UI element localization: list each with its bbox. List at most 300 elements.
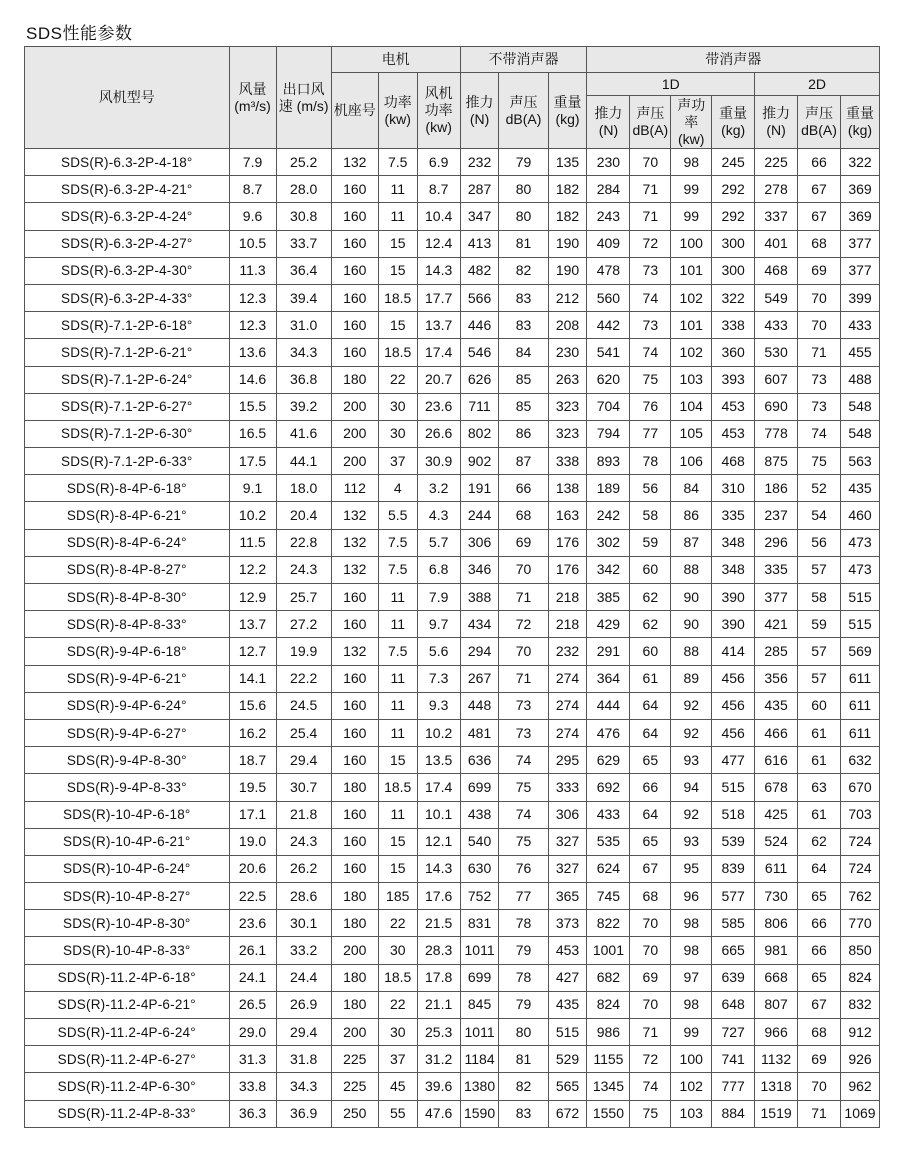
value-cell: 10.5	[229, 230, 276, 257]
value-cell: 69	[798, 257, 841, 284]
value-cell: 962	[840, 1073, 879, 1100]
value-cell: 390	[712, 584, 755, 611]
value-cell: 73	[630, 312, 671, 339]
value-cell: 200	[331, 448, 378, 475]
value-cell: 7.3	[417, 665, 460, 692]
value-cell: 17.7	[417, 284, 460, 311]
value-cell: 59	[798, 611, 841, 638]
value-cell: 639	[712, 964, 755, 991]
value-cell: 62	[630, 584, 671, 611]
value-cell: 243	[587, 203, 630, 230]
value-cell: 377	[755, 584, 798, 611]
value-cell: 434	[460, 611, 499, 638]
value-cell: 218	[548, 584, 587, 611]
value-cell: 770	[840, 910, 879, 937]
value-cell: 200	[331, 937, 378, 964]
value-cell: 24.3	[276, 556, 331, 583]
value-cell: 893	[587, 448, 630, 475]
value-cell: 232	[460, 149, 499, 176]
value-cell: 94	[671, 774, 712, 801]
value-cell: 10.2	[417, 719, 460, 746]
value-cell: 75	[630, 366, 671, 393]
value-cell: 45	[378, 1073, 417, 1100]
value-cell: 18.7	[229, 747, 276, 774]
table-row	[25, 774, 880, 801]
value-cell: 806	[755, 910, 798, 937]
value-cell: 74	[499, 801, 548, 828]
value-cell: 9.7	[417, 611, 460, 638]
value-cell: 292	[712, 176, 755, 203]
value-cell: 9.3	[417, 692, 460, 719]
value-cell: 160	[331, 665, 378, 692]
value-cell: 278	[755, 176, 798, 203]
value-cell: 98	[671, 991, 712, 1018]
value-cell: 33.8	[229, 1073, 276, 1100]
value-cell: 27.2	[276, 611, 331, 638]
value-cell: 409	[587, 230, 630, 257]
value-cell: 61	[798, 747, 841, 774]
value-cell: 1069	[840, 1100, 879, 1127]
table-row	[25, 747, 880, 774]
value-cell: 611	[840, 692, 879, 719]
value-cell: 438	[460, 801, 499, 828]
value-cell: 68	[499, 502, 548, 529]
value-cell: 1155	[587, 1046, 630, 1073]
model-cell: SDS(R)-11.2-4P-6-21°	[25, 991, 230, 1018]
value-cell: 75	[499, 774, 548, 801]
value-cell: 70	[499, 556, 548, 583]
value-cell: 356	[755, 665, 798, 692]
value-cell: 61	[798, 719, 841, 746]
value-cell: 62	[798, 828, 841, 855]
value-cell: 822	[587, 910, 630, 937]
value-cell: 337	[755, 203, 798, 230]
value-cell: 180	[331, 964, 378, 991]
header-1d: 1D	[587, 73, 755, 96]
value-cell: 616	[755, 747, 798, 774]
value-cell: 73	[798, 366, 841, 393]
value-cell: 546	[460, 339, 499, 366]
value-cell: 414	[712, 638, 755, 665]
table-row	[25, 801, 880, 828]
value-cell: 64	[630, 801, 671, 828]
value-cell: 435	[548, 991, 587, 1018]
value-cell: 540	[460, 828, 499, 855]
value-cell: 16.2	[229, 719, 276, 746]
value-cell: 699	[460, 774, 499, 801]
value-cell: 160	[331, 312, 378, 339]
value-cell: 22.8	[276, 529, 331, 556]
value-cell: 347	[460, 203, 499, 230]
value-cell: 12.9	[229, 584, 276, 611]
value-cell: 160	[331, 855, 378, 882]
value-cell: 132	[331, 149, 378, 176]
value-cell: 70	[630, 910, 671, 937]
value-cell: 473	[840, 556, 879, 583]
value-cell: 11.3	[229, 257, 276, 284]
model-cell: SDS(R)-7.1-2P-6-18°	[25, 312, 230, 339]
header-fan-power: 风机功率 (kw)	[417, 73, 460, 149]
value-cell: 333	[548, 774, 587, 801]
value-cell: 180	[331, 366, 378, 393]
value-cell: 626	[460, 366, 499, 393]
value-cell: 25.2	[276, 149, 331, 176]
header-with-silencer-group: 带消声器	[587, 47, 880, 73]
value-cell: 250	[331, 1100, 378, 1127]
value-cell: 244	[460, 502, 499, 529]
value-cell: 92	[671, 692, 712, 719]
value-cell: 65	[630, 747, 671, 774]
value-cell: 82	[499, 1073, 548, 1100]
value-cell: 30	[378, 937, 417, 964]
value-cell: 611	[840, 719, 879, 746]
value-cell: 12.2	[229, 556, 276, 583]
value-cell: 425	[755, 801, 798, 828]
value-cell: 1011	[460, 1019, 499, 1046]
value-cell: 30	[378, 393, 417, 420]
value-cell: 433	[587, 801, 630, 828]
value-cell: 302	[587, 529, 630, 556]
value-cell: 75	[630, 1100, 671, 1127]
model-cell: SDS(R)-7.1-2P-6-30°	[25, 420, 230, 447]
model-cell: SDS(R)-10-4P-8-30°	[25, 910, 230, 937]
value-cell: 160	[331, 611, 378, 638]
value-cell: 7.5	[378, 556, 417, 583]
value-cell: 180	[331, 910, 378, 937]
value-cell: 802	[460, 420, 499, 447]
value-cell: 71	[630, 203, 671, 230]
table-row	[25, 393, 880, 420]
value-cell: 807	[755, 991, 798, 1018]
value-cell: 69	[798, 1046, 841, 1073]
value-cell: 23.6	[229, 910, 276, 937]
value-cell: 31.3	[229, 1046, 276, 1073]
value-cell: 346	[460, 556, 499, 583]
value-cell: 10.2	[229, 502, 276, 529]
value-cell: 446	[460, 312, 499, 339]
value-cell: 17.6	[417, 883, 460, 910]
value-cell: 79	[499, 991, 548, 1018]
value-cell: 3.2	[417, 475, 460, 502]
value-cell: 295	[548, 747, 587, 774]
model-cell: SDS(R)-6.3-2P-4-30°	[25, 257, 230, 284]
value-cell: 28.0	[276, 176, 331, 203]
value-cell: 101	[671, 312, 712, 339]
value-cell: 435	[755, 692, 798, 719]
value-cell: 245	[712, 149, 755, 176]
value-cell: 57	[798, 665, 841, 692]
value-cell: 665	[712, 937, 755, 964]
value-cell: 22	[378, 910, 417, 937]
value-cell: 99	[671, 203, 712, 230]
value-cell: 84	[499, 339, 548, 366]
value-cell: 18.5	[378, 964, 417, 991]
value-cell: 377	[840, 257, 879, 284]
table-row	[25, 584, 880, 611]
value-cell: 208	[548, 312, 587, 339]
value-cell: 24.3	[276, 828, 331, 855]
value-cell: 1519	[755, 1100, 798, 1127]
value-cell: 11	[378, 203, 417, 230]
value-cell: 16.5	[229, 420, 276, 447]
value-cell: 33.2	[276, 937, 331, 964]
value-cell: 186	[755, 475, 798, 502]
value-cell: 71	[798, 1100, 841, 1127]
value-cell: 482	[460, 257, 499, 284]
value-cell: 342	[587, 556, 630, 583]
value-cell: 105	[671, 420, 712, 447]
value-cell: 59	[630, 529, 671, 556]
value-cell: 12.1	[417, 828, 460, 855]
value-cell: 98	[671, 910, 712, 937]
value-cell: 365	[548, 883, 587, 910]
value-cell: 296	[755, 529, 798, 556]
value-cell: 335	[712, 502, 755, 529]
value-cell: 560	[587, 284, 630, 311]
value-cell: 335	[755, 556, 798, 583]
model-cell: SDS(R)-6.3-2P-4-27°	[25, 230, 230, 257]
value-cell: 182	[548, 203, 587, 230]
value-cell: 15	[378, 230, 417, 257]
value-cell: 473	[840, 529, 879, 556]
value-cell: 563	[840, 448, 879, 475]
value-cell: 37	[378, 448, 417, 475]
value-cell: 69	[630, 964, 671, 991]
header-frame: 机座号	[331, 73, 378, 149]
value-cell: 30	[378, 1019, 417, 1046]
value-cell: 8.7	[229, 176, 276, 203]
value-cell: 4.3	[417, 502, 460, 529]
model-cell: SDS(R)-11.2-4P-6-24°	[25, 1019, 230, 1046]
model-cell: SDS(R)-10-4P-8-33°	[25, 937, 230, 964]
header-power: 功率 (kw)	[378, 73, 417, 149]
value-cell: 549	[755, 284, 798, 311]
value-cell: 90	[671, 584, 712, 611]
value-cell: 17.1	[229, 801, 276, 828]
value-cell: 287	[460, 176, 499, 203]
value-cell: 132	[331, 529, 378, 556]
value-cell: 4	[378, 475, 417, 502]
value-cell: 518	[712, 801, 755, 828]
value-cell: 55	[378, 1100, 417, 1127]
model-cell: SDS(R)-6.3-2P-4-24°	[25, 203, 230, 230]
value-cell: 65	[798, 883, 841, 910]
header-1d-thrust: 推力 (N)	[587, 96, 630, 149]
value-cell: 745	[587, 883, 630, 910]
value-cell: 456	[712, 719, 755, 746]
value-cell: 5.6	[417, 638, 460, 665]
value-cell: 230	[587, 149, 630, 176]
model-cell: SDS(R)-11.2-4P-6-18°	[25, 964, 230, 991]
value-cell: 7.9	[229, 149, 276, 176]
table-row	[25, 203, 880, 230]
value-cell: 26.5	[229, 991, 276, 1018]
value-cell: 839	[712, 855, 755, 882]
value-cell: 190	[548, 230, 587, 257]
value-cell: 478	[587, 257, 630, 284]
value-cell: 92	[671, 801, 712, 828]
value-cell: 93	[671, 747, 712, 774]
value-cell: 22.2	[276, 665, 331, 692]
value-cell: 160	[331, 203, 378, 230]
value-cell: 75	[798, 448, 841, 475]
value-cell: 72	[630, 1046, 671, 1073]
value-cell: 102	[671, 339, 712, 366]
value-cell: 1318	[755, 1073, 798, 1100]
value-cell: 85	[499, 393, 548, 420]
value-cell: 102	[671, 1073, 712, 1100]
value-cell: 369	[840, 176, 879, 203]
value-cell: 218	[548, 611, 587, 638]
table-row	[25, 312, 880, 339]
value-cell: 71	[798, 339, 841, 366]
header-outlet-speed: 出口风速 (m/s)	[276, 47, 331, 149]
value-cell: 607	[755, 366, 798, 393]
value-cell: 79	[499, 937, 548, 964]
performance-table	[24, 46, 880, 1128]
value-cell: 24.5	[276, 692, 331, 719]
value-cell: 176	[548, 556, 587, 583]
value-cell: 322	[712, 284, 755, 311]
value-cell: 577	[712, 883, 755, 910]
value-cell: 704	[587, 393, 630, 420]
value-cell: 135	[548, 149, 587, 176]
value-cell: 77	[499, 883, 548, 910]
value-cell: 6.8	[417, 556, 460, 583]
value-cell: 29.4	[276, 747, 331, 774]
value-cell: 306	[548, 801, 587, 828]
value-cell: 548	[840, 393, 879, 420]
header-weight: 重量 (kg)	[548, 73, 587, 149]
value-cell: 348	[712, 556, 755, 583]
value-cell: 28.6	[276, 883, 331, 910]
value-cell: 84	[671, 475, 712, 502]
value-cell: 20.4	[276, 502, 331, 529]
value-cell: 373	[548, 910, 587, 937]
value-cell: 160	[331, 692, 378, 719]
value-cell: 824	[840, 964, 879, 991]
value-cell: 912	[840, 1019, 879, 1046]
value-cell: 327	[548, 855, 587, 882]
value-cell: 926	[840, 1046, 879, 1073]
value-cell: 11	[378, 692, 417, 719]
value-cell: 13.7	[417, 312, 460, 339]
value-cell: 26.9	[276, 991, 331, 1018]
value-cell: 981	[755, 937, 798, 964]
table-row	[25, 855, 880, 882]
value-cell: 292	[712, 203, 755, 230]
header-1d-sound-power: 声功率 (kw)	[671, 96, 712, 149]
value-cell: 5.7	[417, 529, 460, 556]
value-cell: 21.1	[417, 991, 460, 1018]
value-cell: 401	[755, 230, 798, 257]
value-cell: 31.2	[417, 1046, 460, 1073]
value-cell: 212	[548, 284, 587, 311]
value-cell: 15	[378, 257, 417, 284]
value-cell: 11	[378, 665, 417, 692]
model-cell: SDS(R)-10-4P-8-27°	[25, 883, 230, 910]
value-cell: 71	[499, 665, 548, 692]
value-cell: 986	[587, 1019, 630, 1046]
value-cell: 44.1	[276, 448, 331, 475]
value-cell: 65	[798, 964, 841, 991]
value-cell: 180	[331, 883, 378, 910]
value-cell: 15	[378, 312, 417, 339]
value-cell: 83	[499, 1100, 548, 1127]
value-cell: 5.5	[378, 502, 417, 529]
value-cell: 762	[840, 883, 879, 910]
value-cell: 104	[671, 393, 712, 420]
value-cell: 73	[499, 692, 548, 719]
value-cell: 67	[798, 176, 841, 203]
table-row	[25, 284, 880, 311]
value-cell: 285	[755, 638, 798, 665]
header-sound: 声压 dB(A)	[499, 73, 548, 149]
value-cell: 477	[712, 747, 755, 774]
value-cell: 78	[499, 910, 548, 937]
value-cell: 242	[587, 502, 630, 529]
value-cell: 18.5	[378, 774, 417, 801]
value-cell: 160	[331, 230, 378, 257]
model-cell: SDS(R)-8-4P-8-33°	[25, 611, 230, 638]
value-cell: 724	[840, 828, 879, 855]
value-cell: 433	[840, 312, 879, 339]
value-cell: 541	[587, 339, 630, 366]
value-cell: 548	[840, 420, 879, 447]
value-cell: 322	[840, 149, 879, 176]
header-2d-weight: 重量 (kg)	[840, 96, 879, 149]
table-row	[25, 502, 880, 529]
value-cell: 78	[630, 448, 671, 475]
value-cell: 200	[331, 393, 378, 420]
value-cell: 160	[331, 176, 378, 203]
value-cell: 180	[331, 774, 378, 801]
value-cell: 26.1	[229, 937, 276, 964]
value-cell: 70	[798, 284, 841, 311]
page-title: SDS性能参数	[26, 24, 133, 43]
value-cell: 77	[630, 420, 671, 447]
table-row	[25, 719, 880, 746]
value-cell: 1011	[460, 937, 499, 964]
value-cell: 442	[587, 312, 630, 339]
model-cell: SDS(R)-7.1-2P-6-33°	[25, 448, 230, 475]
model-cell: SDS(R)-8-4P-6-21°	[25, 502, 230, 529]
value-cell: 225	[331, 1073, 378, 1100]
value-cell: 76	[630, 393, 671, 420]
value-cell: 30.8	[276, 203, 331, 230]
value-cell: 488	[840, 366, 879, 393]
value-cell: 1590	[460, 1100, 499, 1127]
value-cell: 850	[840, 937, 879, 964]
model-cell: SDS(R)-7.1-2P-6-21°	[25, 339, 230, 366]
value-cell: 18.5	[378, 284, 417, 311]
value-cell: 83	[499, 284, 548, 311]
value-cell: 15	[378, 855, 417, 882]
value-cell: 9.6	[229, 203, 276, 230]
value-cell: 73	[630, 257, 671, 284]
model-cell: SDS(R)-6.3-2P-4-18°	[25, 149, 230, 176]
table-row	[25, 828, 880, 855]
table-row	[25, 937, 880, 964]
value-cell: 65	[630, 828, 671, 855]
value-cell: 70	[499, 638, 548, 665]
value-cell: 73	[798, 393, 841, 420]
value-cell: 678	[755, 774, 798, 801]
table-row	[25, 529, 880, 556]
value-cell: 57	[798, 638, 841, 665]
value-cell: 620	[587, 366, 630, 393]
value-cell: 30.1	[276, 910, 331, 937]
